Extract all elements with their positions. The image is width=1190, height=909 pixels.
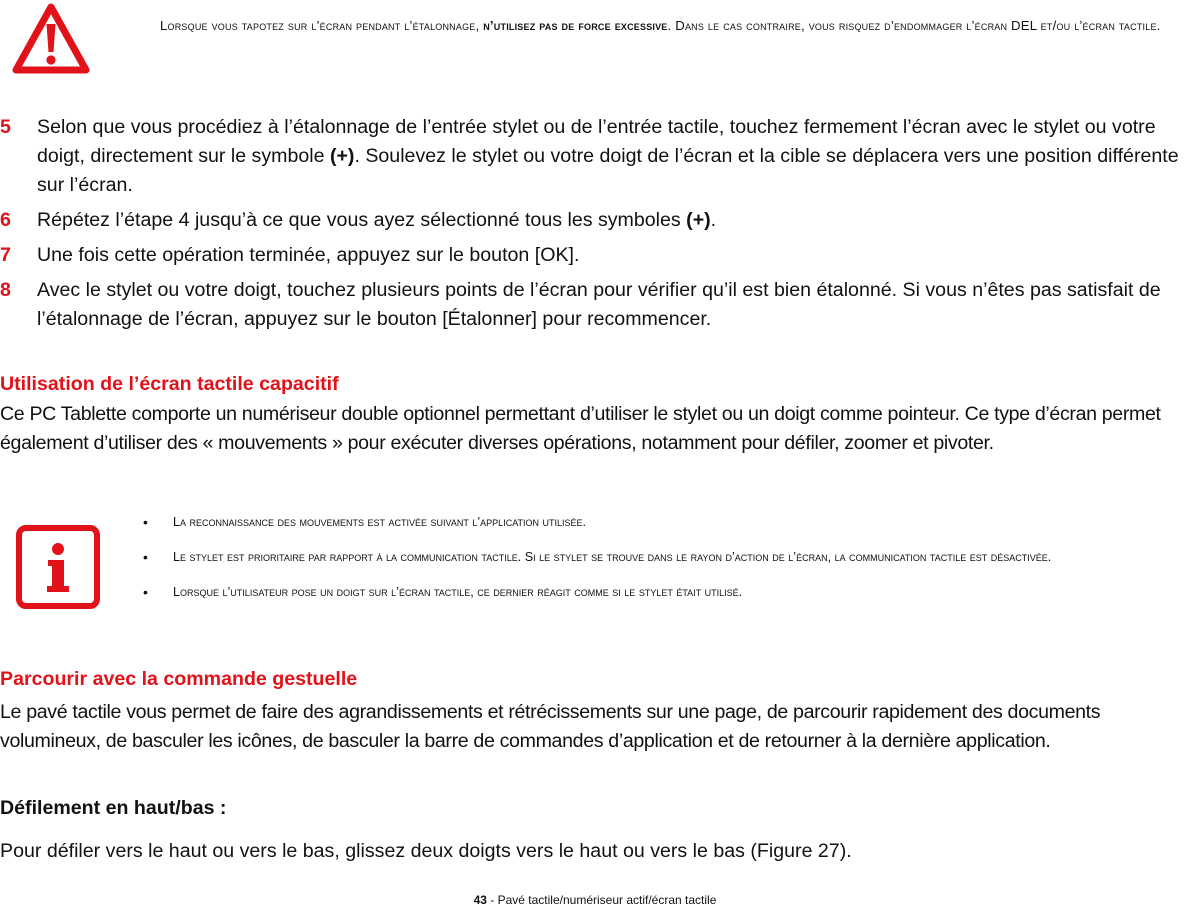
- step-6: [0, 206, 1190, 235]
- bullet: •: [143, 549, 148, 565]
- subheading-scroll: Défilement en haut/bas :: [0, 797, 227, 819]
- bullet: •: [143, 584, 148, 600]
- page-number: 43: [473, 893, 487, 907]
- section-heading-gesture: Parcourir avec la commande gestuelle: [0, 668, 358, 690]
- note-item: [143, 512, 1183, 533]
- note-list: [143, 512, 1183, 617]
- step-text: Avec le stylet ou votre doigt, touchez plusieurs points de l’écran pour vérifier qu’il est bien étalonné. Si vous n’êtes pas satisfait de l’étalonnage de l’écran, appuyez sur le bouton [Étalonner] pour recommencer.: [37, 279, 1161, 330]
- page-footer: [0, 893, 1190, 907]
- warning-triangle-icon: [12, 2, 90, 76]
- step-text: Une fois cette opération terminée, appuyez sur le bouton [OK].: [37, 244, 580, 266]
- bullet: •: [143, 514, 148, 530]
- section-paragraph-gesture: Le pavé tactile vous permet de faire des agrandissements et rétrécissements sur une page, de parcourir rapidement des documents volumineux, de basculer les icônes, de basculer la barre de commandes d’application et de retourner à la dernière application.: [0, 701, 1101, 752]
- note-text: La reconnaissance des mouvements est activée suivant l’application utilisée.: [173, 515, 587, 529]
- step-text: Répétez l’étape 4 jusqu’à ce que vous ayez sélectionné tous les symboles (+).: [37, 209, 717, 231]
- note-item: [143, 547, 1183, 568]
- step-number: 8: [0, 279, 11, 301]
- step-list: [0, 113, 1190, 340]
- step-7: [0, 241, 1190, 270]
- step-8: [0, 276, 1190, 334]
- warning-text-emphasis: n’utilisez pas de force excessive: [483, 18, 668, 33]
- info-icon: [15, 524, 101, 610]
- warning-text-end: . Dans le cas contraire, vous risquez d’endommager l’écran DEL et/ou l’écran tactile.: [667, 18, 1161, 33]
- scroll-instruction: Pour défiler vers le haut ou vers le bas, glissez deux doigts vers le haut ou vers le bas (Figure 27).: [0, 840, 852, 862]
- footer-text: - Pavé tactile/numériseur actif/écran tactile: [486, 893, 717, 907]
- step-number: 7: [0, 244, 11, 266]
- step-number: 6: [0, 209, 11, 231]
- note-text: Le stylet est prioritaire par rapport à la communication tactile. Si le stylet se trouve dans le rayon d’action de l’écran, la communication tactile est désactivée.: [173, 550, 1052, 564]
- step-text: Selon que vous procédiez à l’étalonnage de l’entrée stylet ou de l’entrée tactile, touchez fermement l’écran avec le stylet ou votre doigt, directement sur le symbole (+). Soulevez le stylet ou votre doigt de l’écran et la cible se déplacera vers une position différente sur l’écran.: [37, 116, 1179, 196]
- note-text: Lorsque l’utilisateur pose un doigt sur l’écran tactile, ce dernier réagit comme si le stylet était utilisé.: [173, 585, 743, 599]
- warning-message: [160, 14, 1180, 37]
- step-number: 5: [0, 116, 11, 138]
- warning-text-start: Lorsque vous tapotez sur l’écran pendant l’étalonnage,: [160, 18, 484, 33]
- note-item: [143, 582, 1183, 603]
- section-paragraph-capacitive: Ce PC Tablette comporte un numériseur double optionnel permettant d’utiliser le stylet ou un doigt comme pointeur. Ce type d’écran permet également d’utiliser des « mouvements » pour exécuter diverses opérations, notamment pour défiler, zoomer et pivoter.: [0, 403, 1161, 454]
- section-heading-capacitive: Utilisation de l’écran tactile capacitif: [0, 373, 339, 395]
- step-5: [0, 113, 1190, 200]
